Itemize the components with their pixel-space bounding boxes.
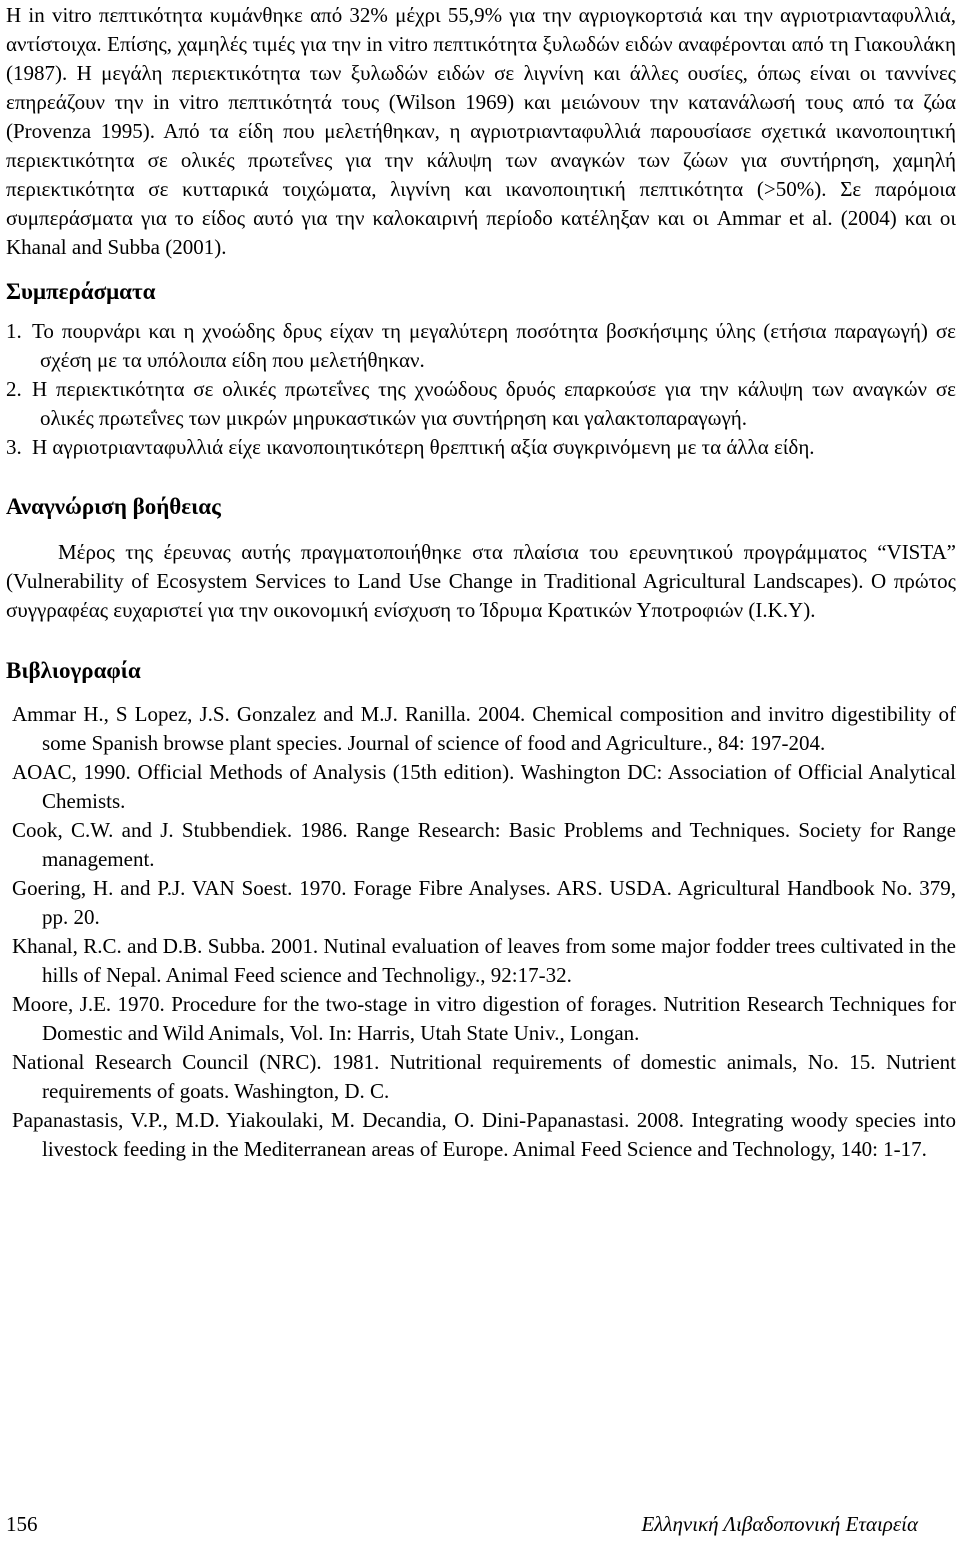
reference-item: Cook, C.W. and J. Stubbendiek. 1986. Range Research: Basic Problems and Techniques. Society for Range management. [12,818,956,871]
document-page [6,0,956,1164]
conclusion-number: 2. [6,377,22,401]
conclusion-text: Το πουρνάρι και η χνοώδης δρυς είχαν τη μεγαλύτερη ποσότητα βοσκήσιμης ύλης (ετήσια παραγωγή) σε σχέση με τα υπόλοιπα είδη που μελετήθηκαν. [32,319,956,372]
reference-item: Ammar H., S Lopez, J.S. Gonzalez and M.J. Ranilla. 2004. Chemical composition and invitro digestibility of some Spanish browse plant species. Journal of science of food and Agriculture., 84: 197-204. [12,702,956,755]
acknowledgements-paragraph: Μέρος της έρευνας αυτής πραγματοποιήθηκε στα πλαίσια του ερευνητικού προγράμματος “VISTA” (Vulnerability of Ecosystem Services to Land Use Change in Traditional Agricultural Landscapes). Ο πρώτος συγγραφέας ευχαριστεί για την οικονομική ενίσχυση το Ίδρυμα Κρατικών Υποτροφιών (Ι.Κ.Υ). [6,540,956,622]
conclusion-text: Η αγριοτριανταφυλλιά είχε ικανοποιητικότερη θρεπτική αξία συγκρινόμενη με τα άλλα είδη. [32,435,815,459]
conclusions-list [6,317,956,462]
intro-paragraph: Η in vitro πεπτικότητα κυμάνθηκε από 32% μέχρι 55,9% για την αγριογκορτσιά και την αγριοτριανταφυλλιά, αντίστοιχα. Επίσης, χαμηλές τιμές για την in vitro πεπτικότητα ξυλωδών ειδών αναφέρονται από τη Γιακουλάκη (1987). Η μεγάλη περιεκτικότητα των ξυλωδών ειδών σε λιγνίνη και άλλες ουσίες, όπως είναι οι ταννίνες επηρεάζουν την in vitro πεπτικότητά τους (Wilson 1969) και μειώνουν την κατανάλωσή τους από τα ζώα (Provenza 1995). Από τα είδη που μελετήθηκαν, η αγριοτριανταφυλλιά παρουσίασε σχετικά ικανοποιητική περιεκτικότητα σε ολικές πρωτεΐνες για την κάλυψη των αναγκών των ζώων για συντήρηση, χαμηλή περιεκτικότητα σε κυτταρικά τοιχώματα, λιγνίνη και ικανοποιητική πεπτικότητα (>50%). Σε παρόμοια συμπεράσματα για το είδος αυτό για την καλοκαιρινή περίοδο κατέληξαν και οι Ammar et al. (2004) και οι Khanal and Subba (2001). [6,3,956,259]
references-list [6,700,956,1164]
journal-name: Ελληνική Λιβαδοπονική Εταιρεία [641,1512,918,1536]
conclusion-number: 3. [6,435,22,459]
reference-item: National Research Council (NRC). 1981. Nutritional requirements of domestic animals, No. 15. Nutrient requirements of goats. Washington, D. C. [12,1050,956,1103]
conclusion-item [6,317,956,375]
conclusion-item [6,375,956,433]
reference-item: AOAC, 1990. Official Methods of Analysis (15th edition). Washington DC: Association of Official Analytical Chemists. [12,760,956,813]
reference-item: Papanastasis, V.P., M.D. Yiakoulaki, M. Decandia, O. Dini-Papanastasi. 2008. Integrating woody species into livestock feeding in the Mediterranean areas of Europe. Animal Feed Science and Technology, 140: 1-17. [12,1108,956,1161]
references-heading: Βιβλιογραφία [6,658,141,683]
conclusion-text: Η περιεκτικότητα σε ολικές πρωτεΐνες της χνοώδους δρυός επαρκούσε για την κάλυψη των αναγκών σε ολικές πρωτεΐνες των μικρών μηρυκαστικών για συντήρηση και γαλακτοπαραγωγή. [32,377,956,430]
page-number: 156 [6,1512,38,1536]
acknowledgements-heading: Αναγνώριση βοήθειας [6,494,221,519]
reference-item: Moore, J.E. 1970. Procedure for the two-stage in vitro digestion of forages. Nutrition Research Techniques for Domestic and Wild Animals, Vol. In: Harris, Utah State Univ., Longan. [12,992,956,1045]
reference-item: Khanal, R.C. and D.B. Subba. 2001. Nutinal evaluation of leaves from some major fodder trees cultivated in the hills of Nepal. Animal Feed science and Technoligy., 92:17-32. [12,934,956,987]
conclusion-number: 1. [6,319,22,343]
reference-item: Goering, H. and P.J. VAN Soest. 1970. Forage Fibre Analyses. ARS. USDA. Agricultural Handbook No. 379, pp. 20. [12,876,956,929]
conclusion-item [6,433,956,462]
conclusions-heading: Συμπεράσματα [6,279,156,304]
